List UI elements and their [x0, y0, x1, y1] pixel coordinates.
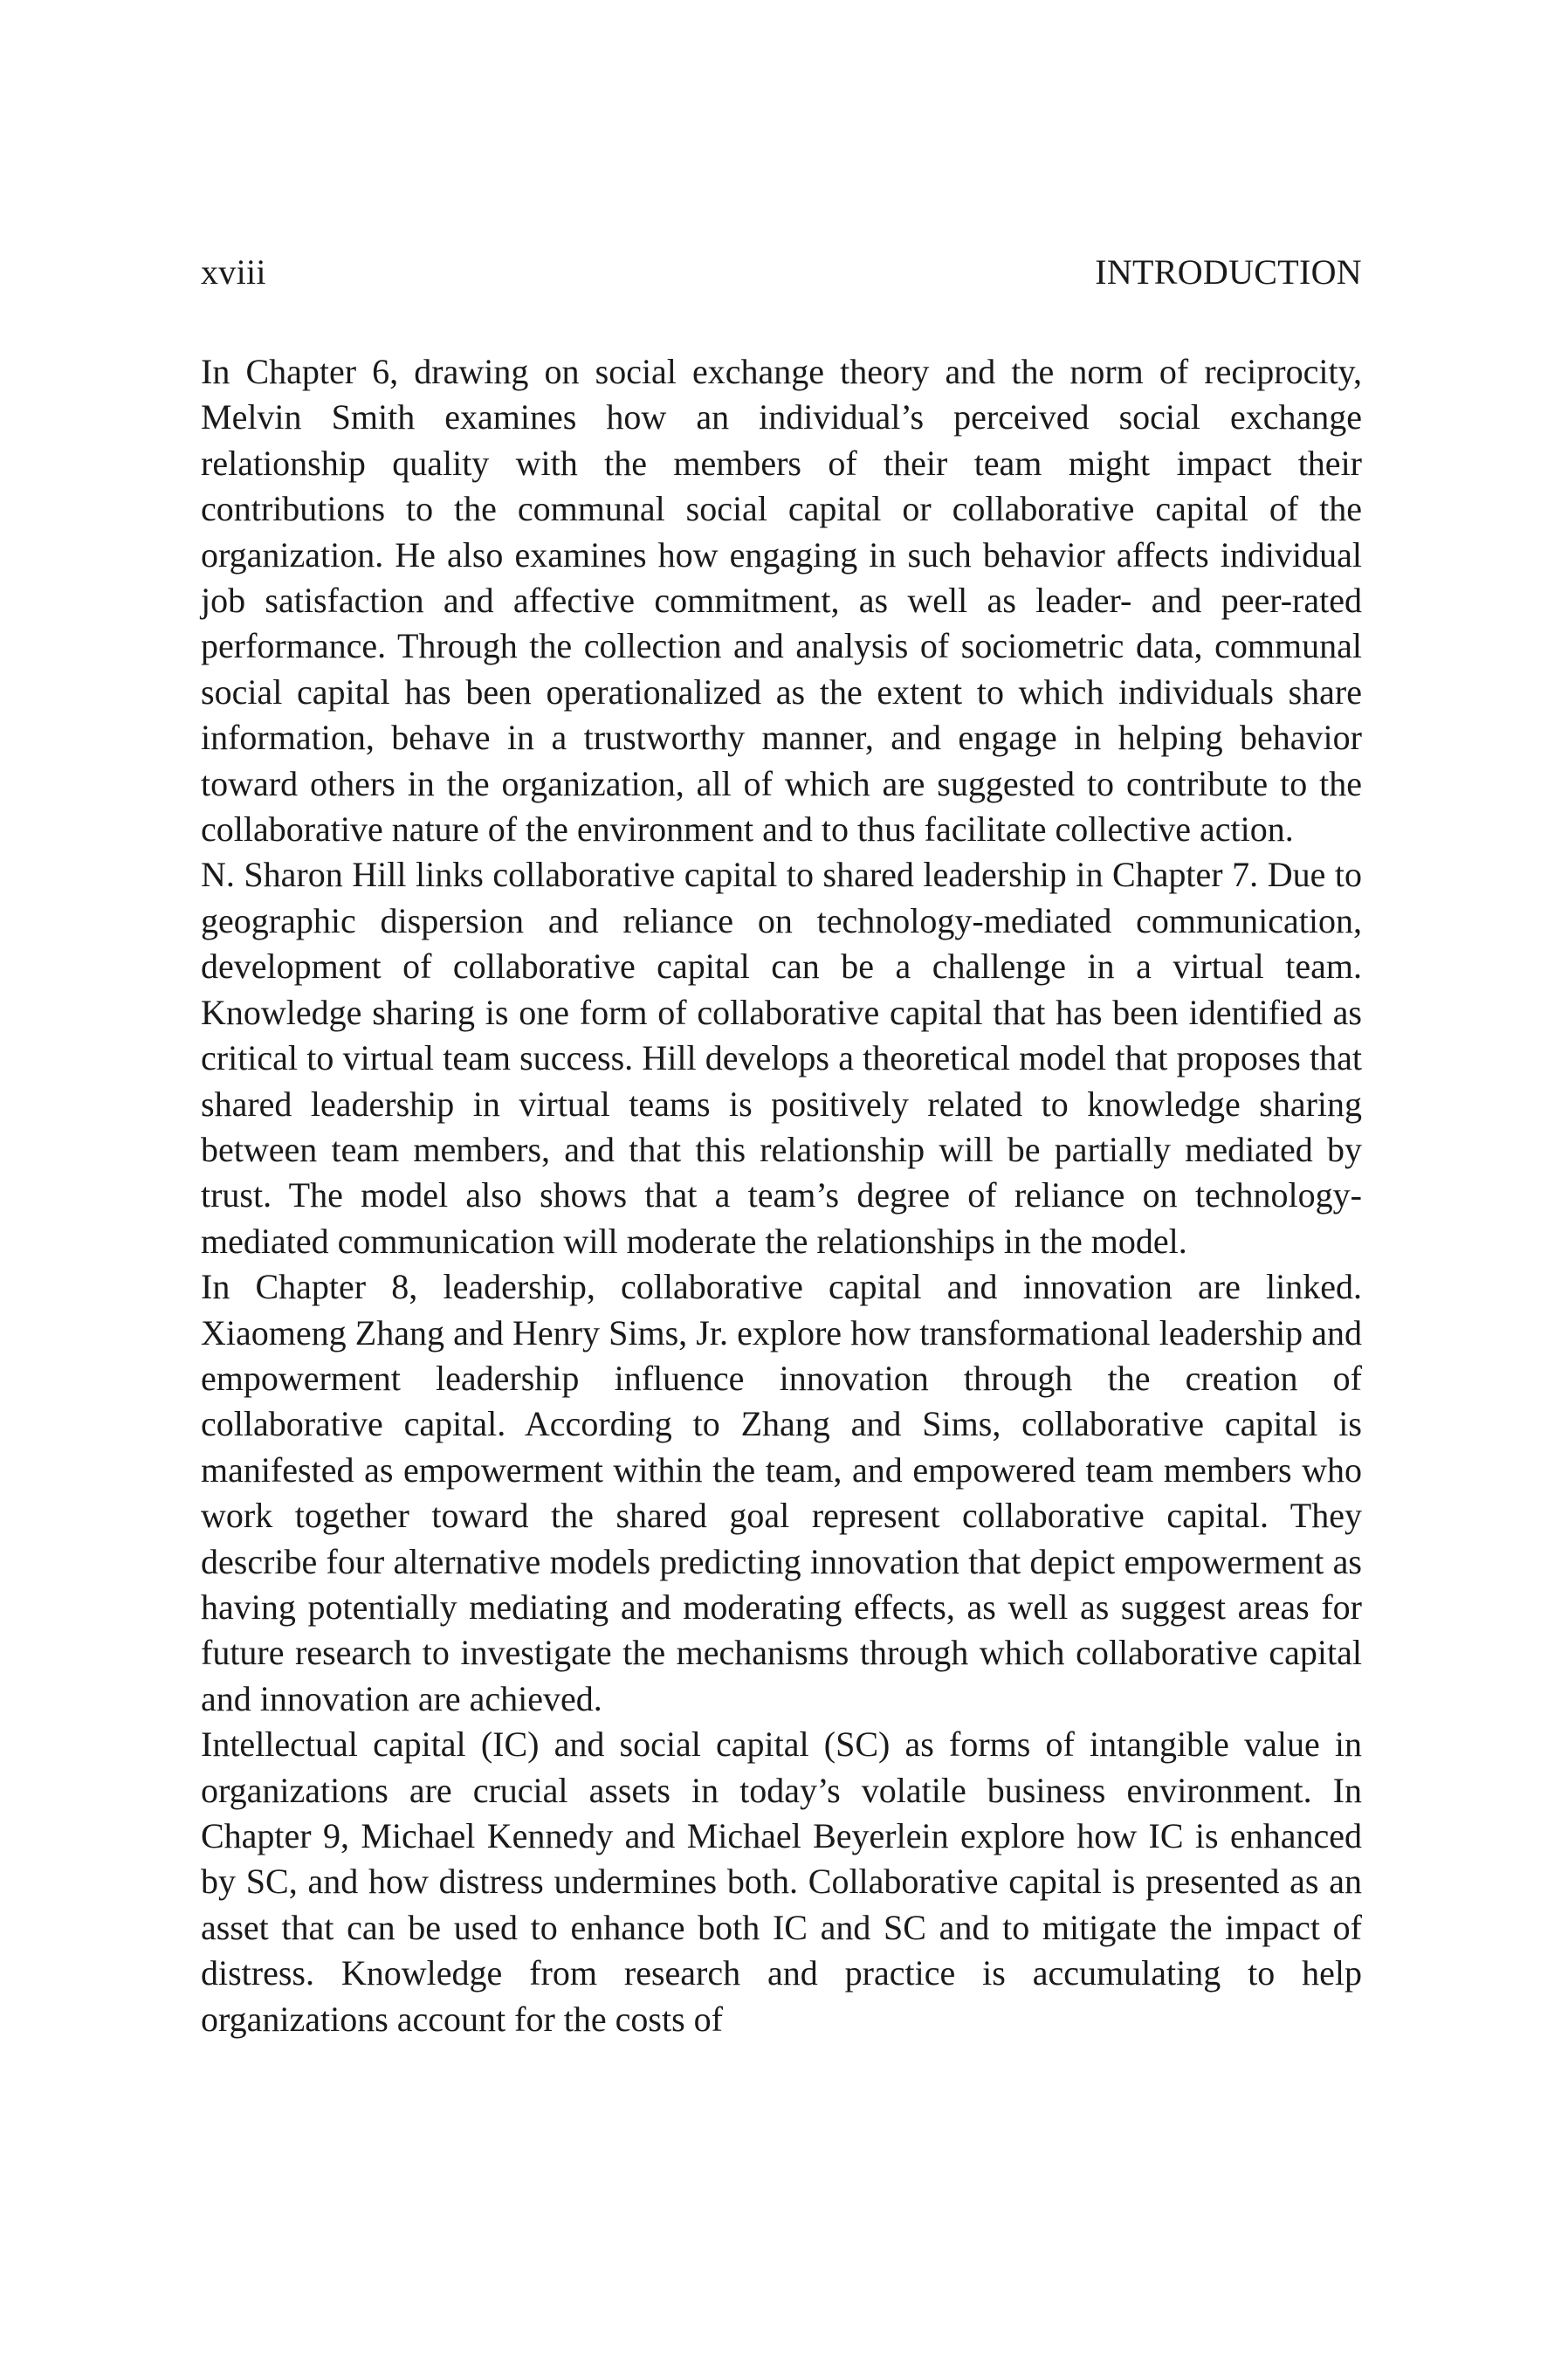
paragraph-chapter-8: In Chapter 8, leadership, collaborative capital and innovation are linked. Xiaomeng Zhang and Henry Sims, Jr. explore how transformational leadership and empowerment leadership influence innovation through the creation of collaborative capital. According to Zhang and Sims, collaborative capital is manifested as empowerment within the team, and empowered team members who work together toward the shared goal represent collaborative capital. They describe four alternative models predicting innovation that depict empowerment as having potentially mediating and moderating effects, as well as suggest areas for future research to investigate the mechanisms through which collaborative capital and innovation are achieved.: [201, 1267, 1362, 1718]
page-number: xviii: [201, 252, 266, 292]
body-text: [201, 349, 1362, 2042]
running-title: INTRODUCTION: [1095, 252, 1362, 292]
paragraph-chapter-7: N. Sharon Hill links collaborative capital to shared leadership in Chapter 7. Due to geographic dispersion and reliance on technology-mediated communication, development of collaborative capital can be a challenge in a virtual team. Knowledge sharing is one form of collaborative capital that has been identified as critical to virtual team success. Hill develops a theoretical model that proposes that shared leadership in virtual teams is positively related to knowledge sharing between team members, and that this relationship will be partially mediated by trust. The model also shows that a team’s degree of reliance on technology-mediated communication will moderate the relationships in the model.: [201, 855, 1362, 1261]
paragraph-chapter-9: Intellectual capital (IC) and social capital (SC) as forms of intangible value in organizations are crucial assets in today’s volatile business environment. In Chapter 9, Michael Kennedy and Michael Beyerlein explore how IC is enhanced by SC, and how distress undermines both. Collaborative capital is presented as an asset that can be used to enhance both IC and SC and to mitigate the impact of distress. Knowledge from research and practice is accumulating to help organizations account for the costs of: [201, 1724, 1362, 2039]
running-head: [201, 251, 1362, 293]
paragraph-chapter-6: In Chapter 6, drawing on social exchange theory and the norm of reciprocity, Melvin Smith examines how an individual’s perceived social exchange relationship quality with the members of their team might impact their contributions to the communal social capital or collaborative capital of the organization. He also examines how engaging in such behavior affects individual job satisfaction and affective commitment, as well as leader- and peer-rated performance. Through the collection and analysis of sociometric data, communal social capital has been operationalized as the extent to which individuals share information, behave in a trustworthy manner, and engage in helping behavior toward others in the organization, all of which are suggested to contribute to the collaborative nature of the environment and to thus facilitate collective action.: [201, 352, 1362, 850]
